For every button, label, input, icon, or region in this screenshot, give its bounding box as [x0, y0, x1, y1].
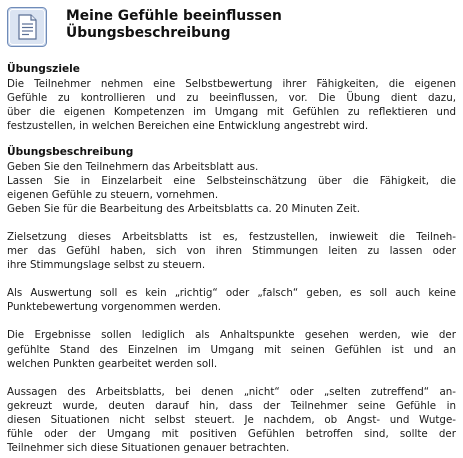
document-icon: [7, 7, 47, 47]
title-line-1: Meine Gefühle beeinflussen: [66, 8, 282, 24]
text-line: gekreuzt wurde, deuten darauf hin, dass der Teilnehmer seine Gefühle in: [7, 399, 456, 412]
text-line: diesen Situationen nicht selbst steuert. Je nachdem, ob Angst- und Wutge-: [7, 413, 456, 426]
text-line: Als Auswertung soll es kein „richtig“ oder „falsch“ geben, es soll auch keine: [7, 287, 456, 300]
text-line: Aussagen des Arbeitsblatts, bei denen „nicht“ oder „selten zutreffend“ an-: [7, 385, 456, 398]
description-paragraph-1: [7, 160, 456, 216]
text-line: über die eigenen Kompetenzen im Umgang mit Gefühlen zu reflektieren und: [7, 105, 456, 118]
description-paragraph-5: [7, 385, 456, 455]
text-line: Die Teilnehmer nehmen eine Selbstbewertung ihrer Fähigkeiten, die eigenen: [7, 77, 456, 90]
text-line: mer das Gefühl haben, sich von ihren Stimmungen leiten zu lassen oder: [7, 245, 456, 258]
goals-heading: Übungsziele: [7, 63, 80, 75]
description-paragraph-4: [7, 328, 456, 370]
text-line: Geben Sie für die Bearbeitung des Arbeitsblatts ca. 20 Minuten Zeit.: [7, 202, 360, 215]
page-title: [66, 8, 456, 42]
document-body: [7, 63, 456, 455]
goals-paragraph: [7, 77, 456, 133]
text-line: eigenen Gefühle zu steuern, vornehmen.: [7, 188, 219, 201]
text-line: festzustellen, in welchen Bereichen eine Entwicklung angestrebt wird.: [7, 119, 369, 132]
text-line: Geben Sie den Teilnehmern das Arbeitsblatt aus.: [7, 160, 259, 173]
text-line: gefühlte Stand des Einzelnen im Umgang mit seinen Gefühlen ist und an: [7, 343, 456, 356]
text-line: Punktebewertung vorgenommen werden.: [7, 301, 221, 314]
text-line: Lassen Sie in Einzelarbeit eine Selbsteinschätzung über die Fähigkeit, die: [7, 174, 456, 187]
text-line: Zielsetzung dieses Arbeitsblatts ist es, festzustellen, inwieweit die Teilneh-: [7, 230, 456, 243]
text-line: ihre Stimmungslage selbst zu steuern.: [7, 259, 206, 272]
text-line: Die Ergebnisse sollen lediglich als Anhaltspunkte gesehen werden, wie der: [7, 329, 456, 342]
description-heading: Übungsbeschreibung: [7, 145, 134, 158]
title-line-2: Übungsbeschreibung: [66, 25, 231, 41]
text-line: welchen Punkten gearbeitet werden soll.: [7, 357, 218, 370]
text-line: fühle oder der Umgang mit positiven Gefühlen betroffen sind, sollte der: [7, 427, 456, 440]
description-paragraph-2: [7, 230, 456, 272]
text-line: Gefühle zu kontrollieren und zu beeinflussen, vor. Die Übung dient dazu,: [7, 91, 456, 104]
description-paragraph-3: [7, 286, 456, 314]
text-line: Teilnehmer sich diese Situationen genauer betrachten.: [7, 442, 290, 455]
